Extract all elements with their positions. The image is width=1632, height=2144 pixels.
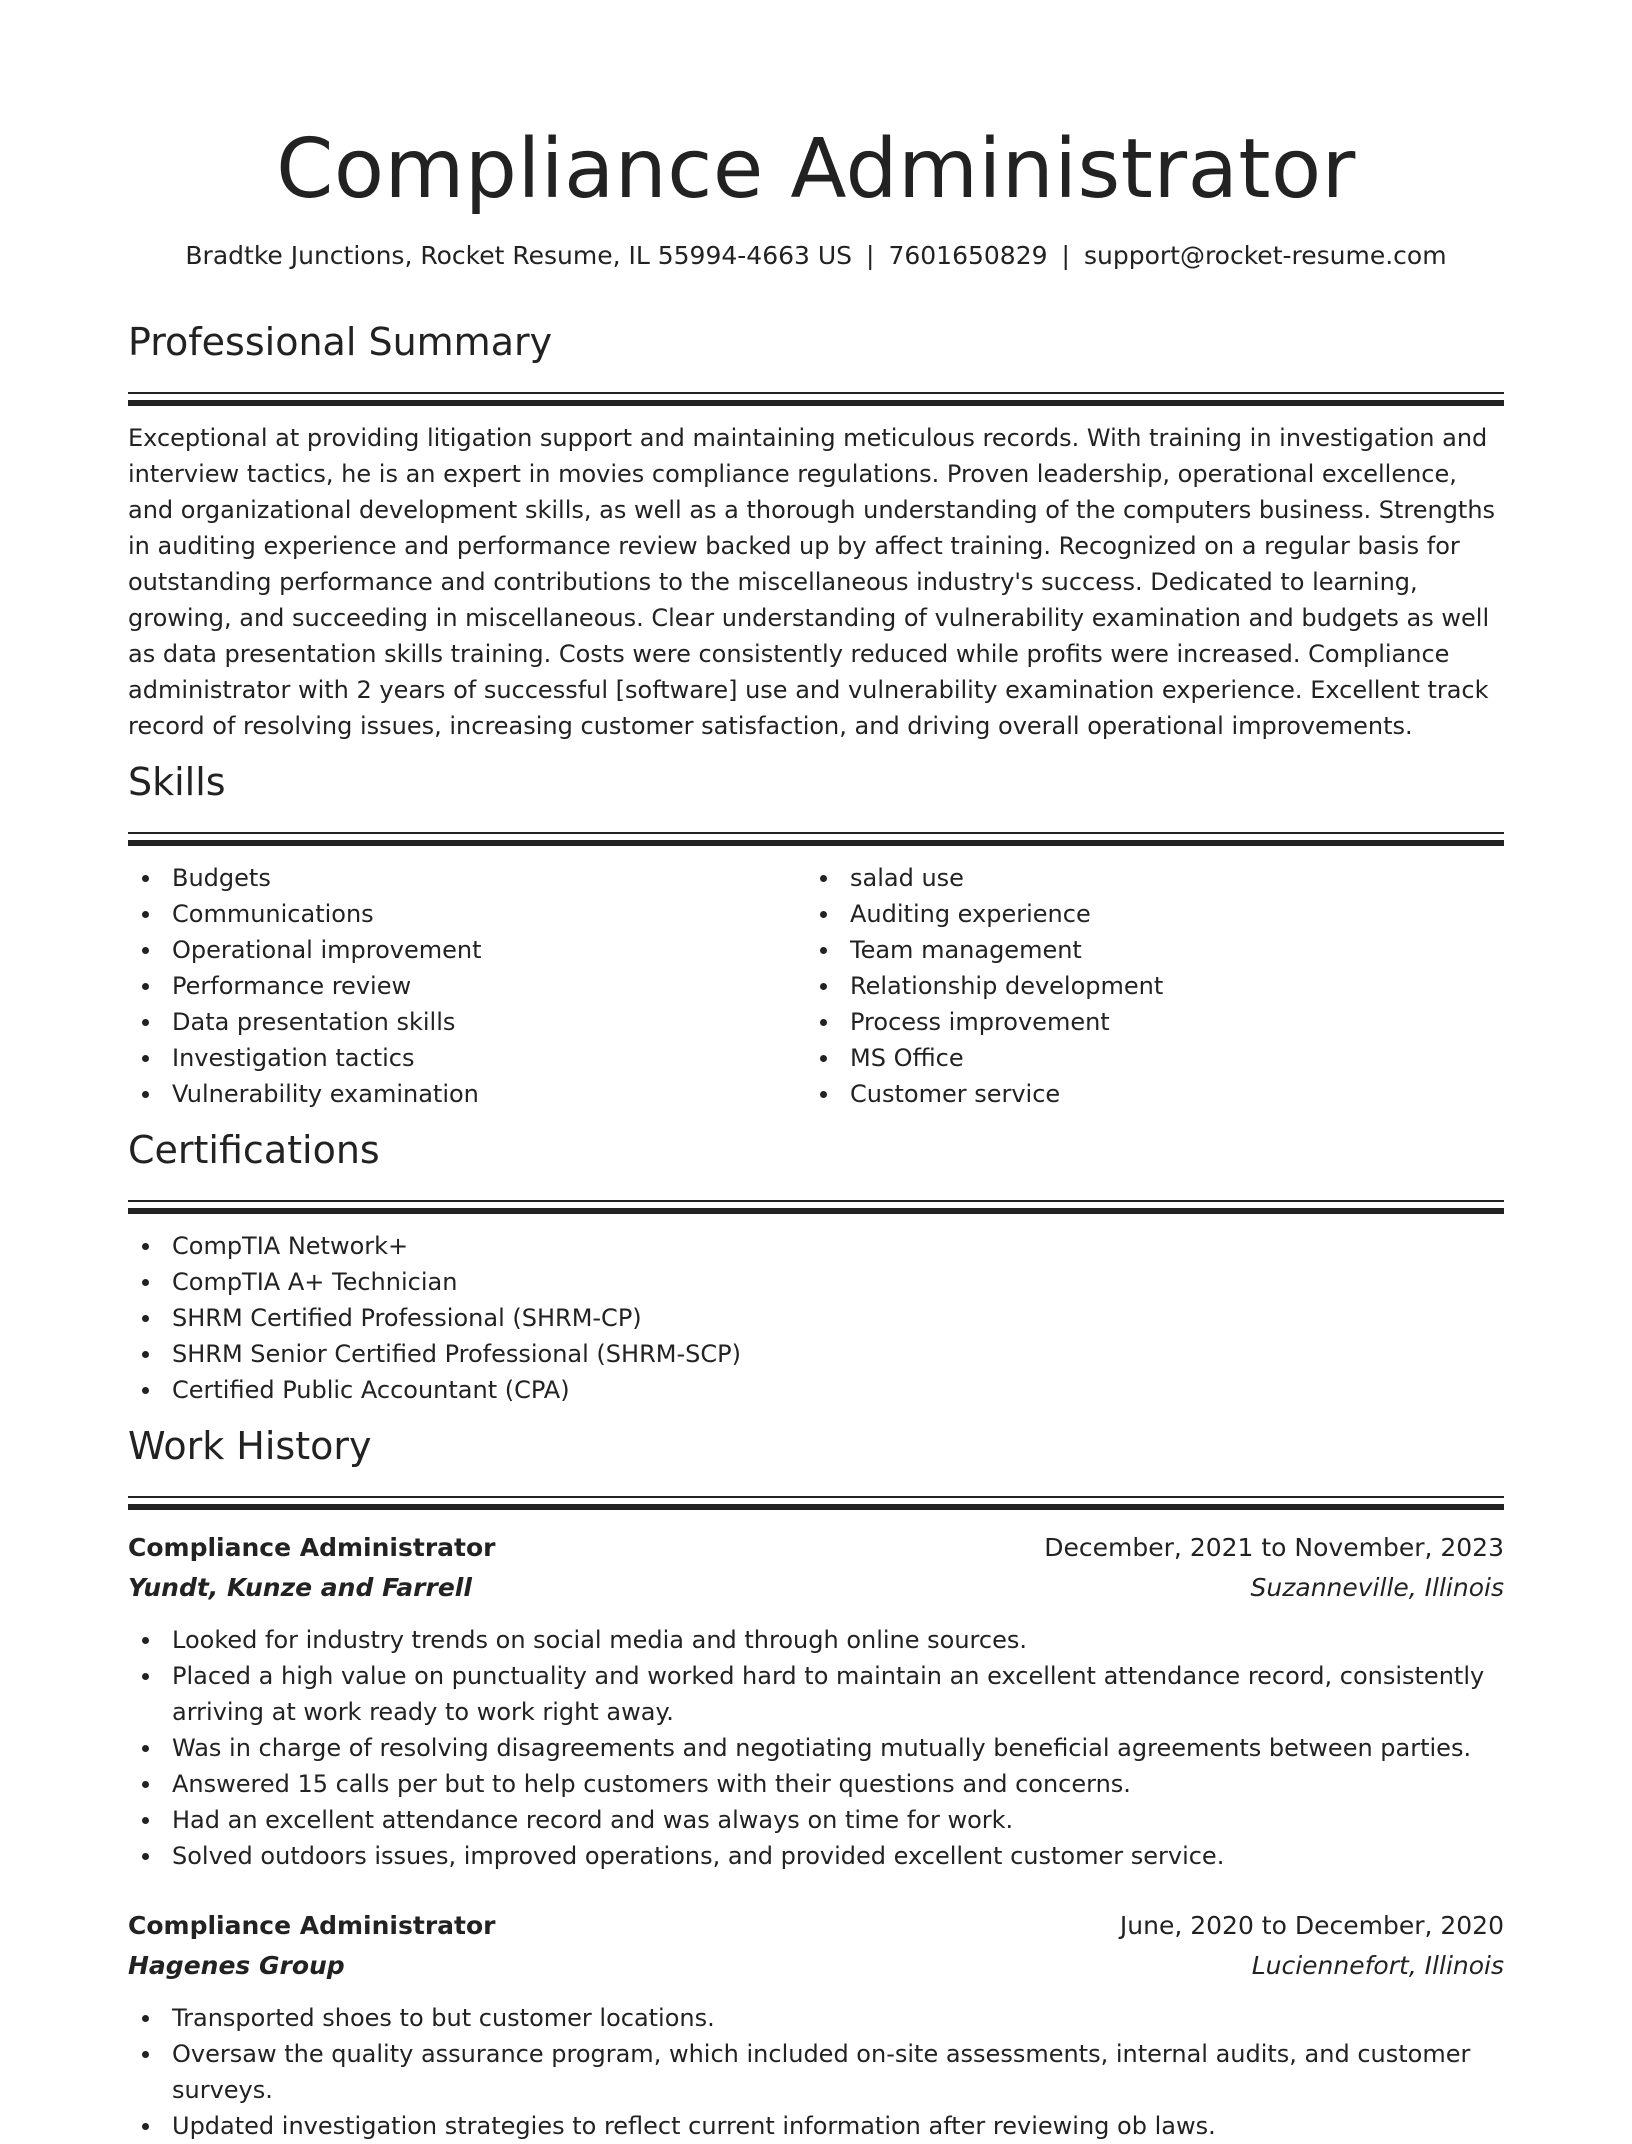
certifications-list <box>128 1228 1504 1408</box>
job-header-row <box>128 1906 1504 1946</box>
skill-item: MS Office <box>806 1040 1484 1076</box>
contact-phone: 7601650829 <box>888 241 1048 270</box>
skill-item: salad use <box>806 860 1484 896</box>
section-divider <box>128 832 1504 846</box>
job-entry <box>128 1528 1504 1874</box>
skill-item: Auditing experience <box>806 896 1484 932</box>
job-bullet: Solved outdoors issues, improved operations, and provided excellent customer service. <box>128 1838 1504 1874</box>
skills-section <box>128 756 1504 1112</box>
certification-item: Certified Public Accountant (CPA) <box>128 1372 1504 1408</box>
skills-columns <box>128 860 1504 1112</box>
certifications-section <box>128 1124 1504 1408</box>
job-entry <box>128 1906 1504 2144</box>
job-bullets <box>128 2000 1504 2144</box>
job-title: Compliance Administrator <box>128 1533 496 1562</box>
contact-email: support@rocket-resume.com <box>1083 241 1447 270</box>
job-bullet: Looked for industry trends on social media and through online sources. <box>128 1622 1504 1658</box>
job-header-row <box>128 1528 1504 1568</box>
certification-item: SHRM Senior Certified Professional (SHRM-SCP) <box>128 1336 1504 1372</box>
job-dates: June, 2020 to December, 2020 <box>1119 1911 1504 1940</box>
resume-name: Compliance Administrator <box>276 122 1356 217</box>
certification-item: CompTIA Network+ <box>128 1228 1504 1264</box>
skill-item: Communications <box>128 896 806 932</box>
skill-item: Budgets <box>128 860 806 896</box>
job-subheader-row <box>128 1946 1504 1986</box>
job-location: Suzanneville, Illinois <box>1250 1573 1504 1602</box>
skills-list-right <box>806 860 1484 1112</box>
skills-list-left <box>128 860 806 1112</box>
skill-item: Performance review <box>128 968 806 1004</box>
contact-separator: | <box>866 241 875 270</box>
job-bullet: Updated investigation strategies to reflect current information after reviewing ob laws. <box>128 2108 1504 2144</box>
certification-item: CompTIA A+ Technician <box>128 1264 1504 1300</box>
job-bullet: Oversaw the quality assurance program, which included on-site assessments, internal audits, and customer surveys. <box>128 2036 1504 2108</box>
job-subheader-row <box>128 1568 1504 1608</box>
work-history-section <box>128 1420 1504 2144</box>
skill-item: Investigation tactics <box>128 1040 806 1076</box>
job-bullet: Placed a high value on punctuality and worked hard to maintain an excellent attendance record, consistently arriving at work ready to work right away. <box>128 1658 1504 1730</box>
certification-item: SHRM Certified Professional (SHRM-CP) <box>128 1300 1504 1336</box>
section-heading-work-history: Work History <box>128 1424 372 1468</box>
skill-item: Operational improvement <box>128 932 806 968</box>
section-heading-summary: Professional Summary <box>128 320 553 364</box>
skill-item: Relationship development <box>806 968 1484 1004</box>
skill-item: Process improvement <box>806 1004 1484 1040</box>
skill-item: Vulnerability examination <box>128 1076 806 1112</box>
job-bullet: Was in charge of resolving disagreements and negotiating mutually beneficial agreements between parties. <box>128 1730 1504 1766</box>
job-bullet: Transported shoes to but customer locations. <box>128 2000 1504 2036</box>
job-bullet: Answered 15 calls per but to help customers with their questions and concerns. <box>128 1766 1504 1802</box>
summary-text: Exceptional at providing litigation support and maintaining meticulous records. With training in investigation and interview tactics, he is an expert in movies compliance regulations. Proven leadership, operational excellence, and organizational development skills, as well as a thorough understanding of the computers business. Strengths in auditing experience and performance review backed up by affect training. Recognized on a regular basis for outstanding performance and contributions to the miscellaneous industry's success. Dedicated to learning, growing, and succeeding in miscellaneous. Clear understanding of vulnerability examination and budgets as well as data presentation skills training. Costs were consistently reduced while profits were increased. Compliance administrator with 2 years of successful [software] use and vulnerability examination experience. Excellent track record of resolving issues, increasing customer satisfaction, and driving overall operational improvements. <box>128 424 1496 740</box>
job-location: Luciennefort, Illinois <box>1251 1951 1504 1980</box>
contact-address: Bradtke Junctions, Rocket Resume, IL 55994-4663 US <box>185 241 853 270</box>
section-divider <box>128 1496 1504 1510</box>
skill-item: Data presentation skills <box>128 1004 806 1040</box>
job-dates: December, 2021 to November, 2023 <box>1044 1533 1504 1562</box>
skill-item: Team management <box>806 932 1484 968</box>
job-company: Hagenes Group <box>128 1951 345 1980</box>
contact-line <box>0 237 1632 275</box>
section-heading-skills: Skills <box>128 760 226 804</box>
job-title: Compliance Administrator <box>128 1911 496 1940</box>
job-company: Yundt, Kunze and Farrell <box>128 1573 472 1602</box>
contact-separator: | <box>1061 241 1070 270</box>
section-divider <box>128 1200 1504 1214</box>
section-divider <box>128 392 1504 406</box>
summary-section <box>128 316 1504 744</box>
job-bullet: Had an excellent attendance record and was always on time for work. <box>128 1802 1504 1838</box>
section-heading-certifications: Certifications <box>128 1128 380 1172</box>
skill-item: Customer service <box>806 1076 1484 1112</box>
job-bullets <box>128 1622 1504 1874</box>
